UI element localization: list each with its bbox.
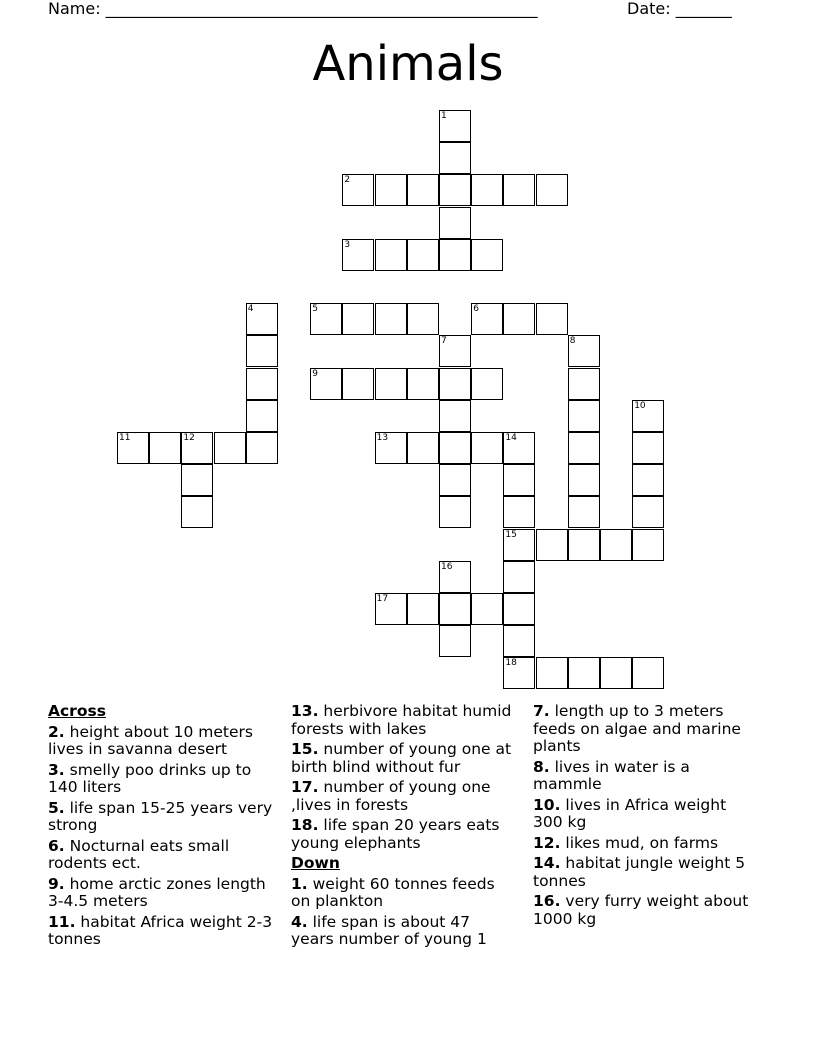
clue-text: habitat Africa weight 2-3 tonnes xyxy=(48,912,273,948)
clue-text: weight 60 tonnes feeds on plankton xyxy=(291,874,495,910)
clue-item xyxy=(291,817,517,852)
grid-cell[interactable] xyxy=(536,174,568,206)
clue-number: 2. xyxy=(48,722,65,741)
clue-item xyxy=(48,838,274,873)
clue-item xyxy=(48,724,274,759)
clue-text: height about 10 meters lives in savanna desert xyxy=(48,722,253,758)
clue-number-label: 14 xyxy=(505,433,517,443)
clue-number-label: 12 xyxy=(183,433,195,443)
clue-text: very furry weight about 1000 kg xyxy=(533,892,749,928)
grid-cell[interactable] xyxy=(568,400,600,432)
grid-cell[interactable] xyxy=(503,496,535,528)
clue-number-label: 9 xyxy=(312,368,318,379)
grid-cell[interactable] xyxy=(342,368,374,400)
clue-item xyxy=(48,762,274,797)
clue-number: 16. xyxy=(533,892,561,910)
grid-cell[interactable] xyxy=(536,657,568,689)
clue-text: habitat jungle weight 5 tonnes xyxy=(533,854,746,890)
clue-text: length up to 3 meters feeds on algae and marine plants xyxy=(533,702,741,755)
grid-cell[interactable] xyxy=(471,593,503,625)
clue-item xyxy=(291,914,517,949)
clue-column-3 xyxy=(533,703,759,931)
grid-cell[interactable] xyxy=(632,529,664,561)
clue-text: lives in Africa weight 300 kg xyxy=(533,795,727,831)
grid-cell[interactable] xyxy=(536,303,568,335)
clue-text: home arctic zones length 3-4.5 meters xyxy=(48,874,266,910)
clue-number-label: 1 xyxy=(441,111,447,121)
grid-cell[interactable] xyxy=(632,496,664,528)
grid-cell[interactable] xyxy=(600,657,632,689)
grid-cell[interactable] xyxy=(439,239,471,271)
grid-cell[interactable] xyxy=(439,174,471,206)
grid-cell[interactable] xyxy=(471,174,503,206)
grid-cell[interactable] xyxy=(407,593,439,625)
grid-cell[interactable] xyxy=(439,625,471,657)
clue-number: 15. xyxy=(291,740,319,758)
clue-text: herbivore habitat humid forests with lakes xyxy=(291,702,512,738)
grid-cell[interactable] xyxy=(503,464,535,496)
clue-item xyxy=(533,893,759,928)
clue-number-label: 11 xyxy=(119,433,131,443)
grid-cell[interactable] xyxy=(439,496,471,528)
grid-cell[interactable] xyxy=(439,432,471,464)
clue-number: 12. xyxy=(533,833,561,852)
grid-cell[interactable] xyxy=(568,657,600,689)
grid-cell[interactable] xyxy=(568,464,600,496)
grid-cell[interactable] xyxy=(471,239,503,271)
date-field-label: Date: _______ xyxy=(627,0,732,18)
clue-number: 17. xyxy=(291,778,319,796)
clue-number-label: 10 xyxy=(634,400,646,411)
clue-number: 5. xyxy=(48,798,65,817)
clue-number-label: 3 xyxy=(344,239,351,250)
clue-number: 14. xyxy=(533,854,561,872)
clue-number-label: 16 xyxy=(441,561,453,572)
clue-item xyxy=(533,855,759,890)
grid-cell[interactable] xyxy=(181,496,213,528)
grid-cell[interactable] xyxy=(439,464,471,496)
clue-number: 1. xyxy=(291,874,308,893)
clue-column-2 xyxy=(291,703,517,952)
clue-number: 7. xyxy=(533,702,550,720)
clue-item xyxy=(48,800,274,835)
clue-number: 10. xyxy=(533,795,561,814)
clue-text: Nocturnal eats small rodents ect. xyxy=(48,836,230,872)
grid-cell[interactable] xyxy=(246,368,278,400)
grid-cell[interactable] xyxy=(439,400,471,432)
grid-cell[interactable] xyxy=(568,496,600,528)
grid-cell[interactable] xyxy=(375,239,407,271)
grid-cell[interactable] xyxy=(246,432,278,464)
clue-number-label: 8 xyxy=(569,336,576,347)
clue-item xyxy=(48,914,274,949)
clue-item xyxy=(533,797,759,832)
grid-cell[interactable] xyxy=(407,174,439,206)
clue-text: life span 20 years eats young elephants xyxy=(291,816,500,852)
clue-text: life span 15-25 years very strong xyxy=(48,798,273,834)
grid-cell[interactable] xyxy=(600,529,632,561)
clue-item xyxy=(48,876,274,911)
clue-item xyxy=(533,703,759,756)
grid-cell[interactable] xyxy=(503,303,535,335)
clue-text: life span is about 47 years number of young 1 xyxy=(291,912,487,948)
clue-number: 13. xyxy=(291,702,319,720)
grid-cell[interactable] xyxy=(439,593,471,625)
grid-cell[interactable] xyxy=(181,464,213,496)
clue-number: 8. xyxy=(533,757,550,776)
clue-number: 9. xyxy=(48,874,65,893)
grid-cell[interactable] xyxy=(439,368,471,400)
grid-cell[interactable] xyxy=(407,432,439,464)
clue-number-label: 5 xyxy=(312,304,318,315)
clue-text: smelly poo drinks up to 140 liters xyxy=(48,760,252,796)
clue-number-label: 17 xyxy=(376,594,389,604)
grid-cell[interactable] xyxy=(503,174,535,206)
clue-item xyxy=(533,759,759,794)
clue-number-label: 13 xyxy=(376,433,389,443)
grid-cell[interactable] xyxy=(407,239,439,271)
clue-number-label: 4 xyxy=(247,304,254,315)
grid-cell[interactable] xyxy=(246,335,278,367)
clue-number: 4. xyxy=(291,912,308,931)
clue-number-label: 15 xyxy=(505,529,517,540)
name-field-label: Name: ______________________________________________________ xyxy=(48,0,538,18)
grid-cell[interactable] xyxy=(632,464,664,496)
grid-cell[interactable] xyxy=(439,207,471,239)
grid-cell[interactable] xyxy=(407,368,439,400)
clue-item xyxy=(291,703,517,738)
clue-number-label: 18 xyxy=(505,658,517,669)
clue-item xyxy=(291,876,517,911)
grid-cell[interactable] xyxy=(503,561,535,593)
clue-number: 3. xyxy=(48,760,65,779)
grid-cell[interactable] xyxy=(375,368,407,400)
clue-text: number of young one at birth blind without fur xyxy=(291,740,512,776)
grid-cell[interactable] xyxy=(632,657,664,689)
clue-section-heading: Down xyxy=(291,854,340,872)
grid-cell[interactable] xyxy=(375,303,407,335)
grid-cell[interactable] xyxy=(149,432,181,464)
grid-cell[interactable] xyxy=(407,303,439,335)
grid-cell[interactable] xyxy=(342,303,374,335)
clue-text: number of young one ,lives in forests xyxy=(291,778,491,814)
grid-cell[interactable] xyxy=(568,368,600,400)
grid-cell[interactable] xyxy=(632,432,664,464)
clue-item xyxy=(291,779,517,814)
clue-item xyxy=(291,741,517,776)
clue-number: 6. xyxy=(48,836,65,855)
grid-cell[interactable] xyxy=(503,625,535,657)
clue-item xyxy=(533,835,759,853)
grid-cell[interactable] xyxy=(439,142,471,174)
clue-number-label: 7 xyxy=(441,336,447,347)
clue-section-heading: Across xyxy=(48,702,106,720)
clue-number-label: 2 xyxy=(344,175,351,186)
clue-text: likes mud, on farms xyxy=(560,833,719,852)
grid-cell[interactable] xyxy=(568,529,600,561)
grid-cell[interactable] xyxy=(568,432,600,464)
clue-number: 18. xyxy=(291,816,319,834)
puzzle-title: Animals xyxy=(312,36,504,92)
grid-cell[interactable] xyxy=(536,529,568,561)
grid-cell[interactable] xyxy=(471,368,503,400)
clue-number-label: 6 xyxy=(473,304,479,315)
grid-cell[interactable] xyxy=(471,432,503,464)
grid-cell[interactable] xyxy=(503,593,535,625)
clue-column-1 xyxy=(48,703,274,952)
clue-text: lives in water is a mammle xyxy=(533,757,690,793)
grid-cell[interactable] xyxy=(214,432,246,464)
grid-cell[interactable] xyxy=(246,400,278,432)
clue-number: 11. xyxy=(48,912,76,931)
grid-cell[interactable] xyxy=(375,174,407,206)
